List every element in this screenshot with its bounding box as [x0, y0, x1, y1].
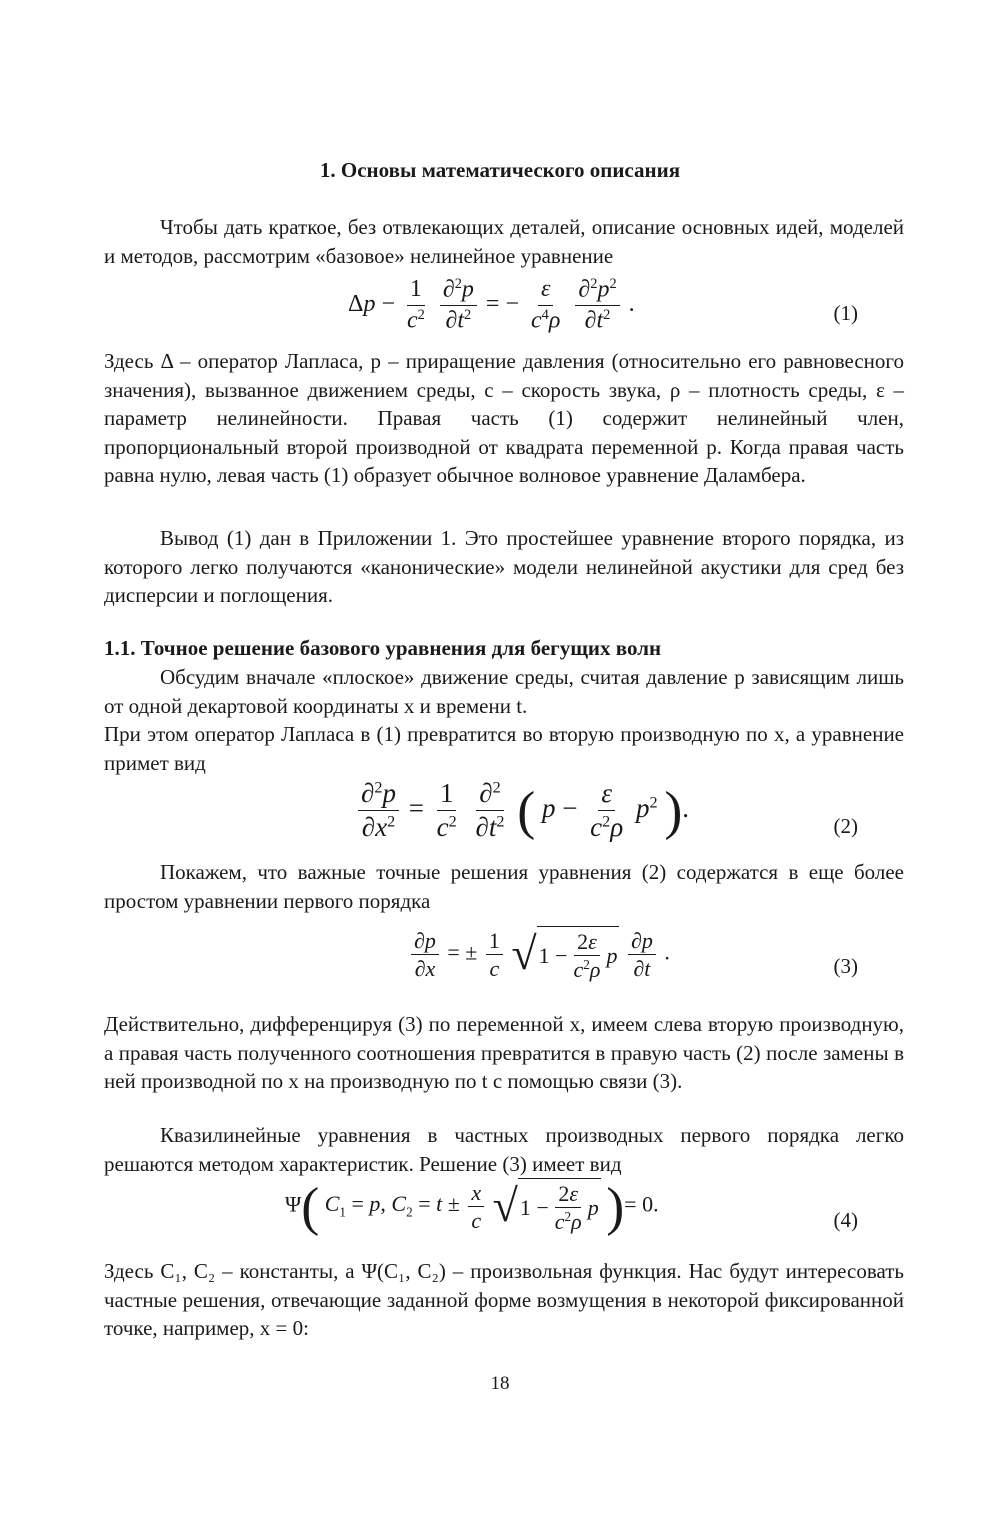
equation-2-number: (2) [833, 814, 858, 838]
paragraph-constants: Здесь C₁, C₂ – константы, а Ψ(C₁, C₂) – произвольная функция. Нас будут интересовать частные решения, отвечающие заданной форме возмущения в некоторой фиксированной точке, например, x = 0: [104, 1259, 904, 1340]
paragraph-differentiation: Действительно, дифференцируя (3) по переменной x, имеем слева вторую производную, а правая часть полученного соотношения превратится в правую часть (2) после замены в ней производной по x на производную по t с помощью связи (3). [104, 1012, 904, 1093]
equation-4-number: (4) [833, 1208, 858, 1232]
paragraph-definitions: Здесь Δ – оператор Лапласа, p – приращение давления (относительно его равновесного значения), вызванное движением среды, c – скорость звука, ρ – плотность среды, ε – параметр нелинейности. Правая часть (1) содержит нелинейный член, пропорциональный второй производной от квадрата переменной p. Когда правая часть равна нулю, левая часть (1) образует обычное волновое уравнение Даламбера. [104, 349, 904, 487]
paragraph-derivation: Вывод (1) дан в Приложении 1. Это простейшее уравнение второго порядка, из которого легко получаются «канонические» модели нелинейной акустики для сред без дисперсии и поглощения. [104, 526, 904, 607]
equation-1-number: (1) [833, 301, 858, 325]
page-number: 18 [490, 1373, 510, 1394]
equation-3-number: (3) [833, 954, 858, 978]
paragraph-characteristics: Квазилинейные уравнения в частных производных первого порядка легко решаются методом характеристик. Решение (3) имеет вид [104, 1123, 904, 1176]
paragraph-first-order: Покажем, что важные точные решения уравнения (2) содержатся в еще более простом уравнении первого порядка [104, 860, 904, 913]
section-heading: 1. Основы математического описания [319, 158, 681, 182]
paragraph-plane-motion: Обсудим вначале «плоское» движение среды, считая давление p зависящим лишь от одной декартовой координаты x и времени t. [104, 665, 904, 718]
paragraph-intro: Чтобы дать краткое, без отвлекающих деталей, описание основных идей, моделей и методов, рассмотрим «базовое» нелинейное уравнение [104, 215, 904, 268]
paragraph-laplace: При этом оператор Лапласа в (1) превратится во вторую производную по x, а уравнение примет вид [104, 722, 904, 775]
book-page: 1. Основы математического описания Чтобы дать краткое, без отвлекающих деталей, описание основных идей, моделей и методов, рассмотрим «базовое» нелинейное уравнение Δp − $\frac{1}{c^2}$ $\frac{\partial^2p}{\partial t^2}$ = − $\frac{\varepsilon}{c^4\rho}$ $\frac{\partial^2p^2}{\partial t^2}$ . (1) Здесь Δ – оператор Лапласа, p – приращение давления (относительно его равновесного значения), вызванное движением среды, c – скорость звука, ρ – плотность среды, ε – параметр нелинейности. Правая часть (1) содержит нелинейный член, пропорциональный второй производной от квадрата переменной p. Когда правая часть равна нулю, левая часть (1) образует обычное волновое уравнение Даламбера. Вывод (1) дан в Приложении 1. Это простейшее уравнение второго порядка, из которого легко получаются «канонические» модели нелинейной акустики для сред без дисперсии и поглощения. 1.1. Точное решение базового уравнения для бегущих волн Обсудим вначале «плоское» движение среды, считая давление p зависящим лишь от одной декартовой координаты x и времени t. При этом оператор Лапласа в (1) превратится во вторую производную по x, а уравнение примет вид $\frac{\partial^2p}{\partial x^2}$ = $\frac{1}{c^2}$ $\frac{\partial^2}{\partial t^2}$ ( p − $\frac{\varepsilon}{c^2\rho}$ $p^2$ ). (2) Покажем, что важные точные решения уравнения (2) содержатся в еще более простом уравнении первого порядка $\frac{\partial p}{\partial x}$ = ± $\frac{1}{c}$ √ 1 − $\frac{2\varepsilon}{c^2\rho}$ p $\frac{\partial p}{\partial t}$ . (3) Действительно, дифференцируя (3) по переменной x, имеем слева вторую производную, а правая часть полученного соотношения превратится в правую часть (2) после замены в ней производной по x на производную по t с помощью связи (3). Квазилинейные уравнения в частных производных первого порядка легко решаются методом характеристик. Решение (3) имеет вид Ψ( $C_1 = p$, $C_2 = t$ ± $\frac{x}{c}$ √ 1 − $\frac{2\varepsilon}{c^2\rho}$ p )= 0. (4) Здесь C₁, C₂ – константы, а Ψ(C₁, C₂) – произвольная функция. Нас будут интересовать частные решения, отвечающие заданной форме возмущения в некоторой фиксированной точке, например, x = 0: 18 [0, 0, 1000, 1526]
subsection-heading: 1.1. Точное решение базового уравнения для бегущих волн [104, 636, 662, 660]
